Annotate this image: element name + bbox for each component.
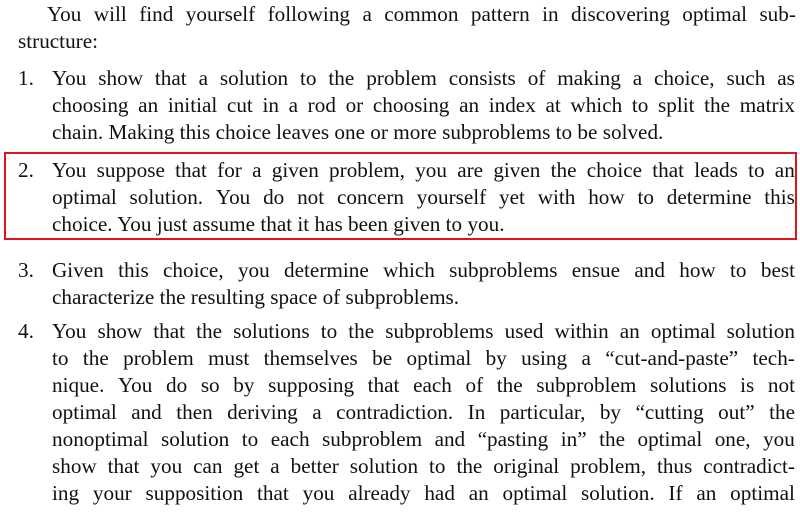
word: that [153, 319, 186, 343]
word: split [657, 93, 695, 117]
word: by [485, 346, 507, 370]
item-text-line [52, 345, 795, 372]
word: problem [123, 346, 194, 370]
word: not [767, 373, 795, 397]
word: solutions [649, 373, 727, 397]
word: problem, [570, 454, 647, 478]
item-text-line [52, 480, 795, 507]
word: that [367, 373, 400, 397]
word: solution [349, 454, 419, 478]
word: nique. [52, 373, 105, 397]
word: subproblem [322, 427, 423, 451]
word: to [748, 158, 765, 182]
word: choice, [653, 66, 715, 90]
word: yourself [416, 185, 487, 209]
word: given [271, 158, 319, 182]
word: a [312, 400, 322, 424]
word: leads [694, 158, 738, 182]
word: in [542, 2, 559, 26]
word: particular, [499, 400, 586, 424]
item-text-line [52, 399, 795, 426]
word: using [521, 346, 568, 370]
word: one, [714, 427, 751, 451]
intro-line-2: structure: [18, 29, 99, 53]
item-text-line [52, 453, 795, 480]
word: for [217, 158, 242, 182]
word: that [257, 481, 289, 505]
word: solution [161, 427, 230, 451]
word: You [118, 373, 153, 397]
word: a [362, 2, 372, 26]
word: themselves [263, 346, 358, 370]
word: ensue [571, 258, 621, 282]
word: your [92, 481, 132, 505]
word: “cut-and-paste” [605, 346, 739, 370]
word: supposing [268, 373, 355, 397]
word: solution. [129, 185, 204, 209]
word: and [634, 258, 665, 282]
word: a [252, 158, 262, 182]
word: nonoptimal [52, 427, 149, 451]
word: that [107, 454, 140, 478]
list-number: 2. [18, 158, 34, 182]
word: sub- [759, 2, 796, 26]
word: subproblems [385, 319, 494, 343]
word: the [550, 158, 577, 182]
word: problem [366, 66, 437, 90]
word: to [631, 93, 649, 117]
word: the [599, 427, 625, 451]
word: ing [52, 481, 80, 505]
word: the [496, 373, 523, 397]
word: choosing [372, 93, 450, 117]
word: pattern [470, 2, 530, 26]
word: by [599, 400, 622, 424]
word: given [493, 158, 541, 182]
word: that [652, 158, 685, 182]
word: are [457, 158, 484, 182]
word: and [131, 400, 162, 424]
word: to [300, 66, 317, 90]
word: the [769, 400, 795, 424]
word: contradiction. [336, 400, 454, 424]
word: an [468, 481, 489, 505]
word: used [504, 319, 544, 343]
word: choice [586, 158, 643, 182]
word: optimal [730, 481, 795, 505]
item-text-line [52, 426, 795, 453]
word: solution [726, 319, 795, 343]
word: as [777, 66, 795, 90]
word: that [154, 66, 187, 90]
word: better [290, 454, 339, 478]
word: a [581, 346, 591, 370]
word: you [237, 258, 270, 282]
word: that [175, 158, 207, 182]
word: You [52, 319, 87, 343]
word: cut [226, 93, 253, 117]
list-number: 1. [18, 66, 34, 90]
word: get [233, 454, 260, 478]
word: rod [307, 93, 336, 117]
word: and [434, 427, 466, 451]
word: show [97, 319, 143, 343]
word: You [52, 66, 87, 90]
word: this [764, 185, 795, 209]
list-number: 4. [18, 319, 34, 343]
word: solution [219, 66, 289, 90]
word: original [493, 454, 560, 478]
word: optimal [650, 319, 716, 343]
word: you [150, 454, 183, 478]
word: then [176, 400, 213, 424]
word: subproblem [536, 373, 637, 397]
item-text-line [52, 92, 795, 119]
word: be [372, 346, 393, 370]
word: suppose [96, 158, 165, 182]
word: of [465, 373, 484, 397]
word: the [704, 93, 731, 117]
word: which [570, 93, 623, 117]
word: You [52, 158, 87, 182]
item-text-line [52, 257, 795, 284]
word: at [545, 93, 561, 117]
word: a [632, 66, 643, 90]
word: solution. [581, 481, 655, 505]
word: to [320, 319, 338, 343]
word: with [537, 185, 576, 209]
word: thus [656, 454, 693, 478]
word: the [456, 454, 483, 478]
word: to [241, 427, 259, 451]
word: to [52, 346, 69, 370]
word: determine [666, 185, 752, 209]
word: in” [560, 427, 587, 451]
word: is [740, 373, 755, 397]
word: find [139, 2, 174, 26]
word: this [118, 258, 149, 282]
word: already [348, 481, 411, 505]
word: best [760, 258, 795, 282]
item-text-line: characterize the resulting space of subproblems. [52, 285, 460, 309]
word: index [488, 93, 536, 117]
word: do [263, 185, 285, 209]
item-text-line [52, 184, 795, 211]
word: subproblems [449, 258, 558, 282]
word: such [726, 66, 766, 90]
word: you [763, 427, 795, 451]
word: within [554, 319, 609, 343]
word: had [424, 481, 455, 505]
word: a [288, 93, 299, 117]
word: matrix [739, 93, 795, 117]
word: not [297, 185, 325, 209]
item-text-line [52, 157, 795, 184]
item-text-line [52, 65, 795, 92]
word: optimal [682, 2, 748, 26]
word: contradict- [703, 454, 795, 478]
list-number: 3. [18, 258, 34, 282]
word: optimal [406, 346, 472, 370]
word: discovering [571, 2, 670, 26]
word: an [774, 158, 795, 182]
word: the [196, 319, 223, 343]
word: “pasting [477, 427, 549, 451]
word: optimal [52, 185, 117, 209]
word: tech- [752, 346, 795, 370]
word: can [193, 454, 223, 478]
word: supposition [145, 481, 244, 505]
word: yet [499, 185, 525, 209]
word: optimal [52, 400, 117, 424]
word: initial [167, 93, 218, 117]
word: do [166, 373, 188, 397]
word: an [619, 319, 640, 343]
word: common [384, 2, 459, 26]
word: optimal [502, 481, 568, 505]
word: consists [448, 66, 516, 90]
word: the [328, 66, 355, 90]
word: an [696, 481, 717, 505]
word: to [730, 258, 747, 282]
word: an [138, 93, 159, 117]
word: You [215, 185, 251, 209]
word: to [429, 454, 446, 478]
word: a [198, 66, 208, 90]
word: problem, [329, 158, 405, 182]
word: so [200, 373, 220, 397]
word: each [270, 427, 310, 451]
word: In [467, 400, 486, 424]
word: of [527, 66, 546, 90]
word: how [679, 258, 716, 282]
word: yourself [185, 2, 256, 26]
word: “cutting [635, 400, 704, 424]
word: choice, [163, 258, 224, 282]
word: solutions [233, 319, 310, 343]
word: choosing [52, 93, 129, 117]
word: each [413, 373, 452, 397]
word: out” [718, 400, 755, 424]
word: you [415, 158, 447, 182]
word: show [52, 454, 97, 478]
word: concern [336, 185, 404, 209]
word: making [557, 66, 621, 90]
word: determine [284, 258, 369, 282]
word: you [302, 481, 335, 505]
intro-line-1 [0, 1, 796, 28]
item-text-line: choice. You just assume that it has been given to you. [52, 212, 505, 236]
word: must [208, 346, 250, 370]
word: or [345, 93, 364, 117]
word: You [47, 2, 82, 26]
word: to [637, 185, 654, 209]
word: an [459, 93, 480, 117]
word: If [668, 481, 683, 505]
word: which [383, 258, 435, 282]
word: will [93, 2, 127, 26]
word: optimal [637, 427, 703, 451]
word: a [270, 454, 280, 478]
word: the [348, 319, 375, 343]
word: how [588, 185, 625, 209]
item-text-line [52, 372, 795, 399]
word: in [262, 93, 279, 117]
word: deriving [227, 400, 298, 424]
word: by [233, 373, 255, 397]
item-text-line [52, 318, 795, 345]
word: show [98, 66, 143, 90]
word: the [82, 346, 109, 370]
word: Given [52, 258, 104, 282]
item-text-line: chain. Making this choice leaves one or more subproblems to be solved. [52, 120, 664, 144]
word: following [267, 2, 351, 26]
